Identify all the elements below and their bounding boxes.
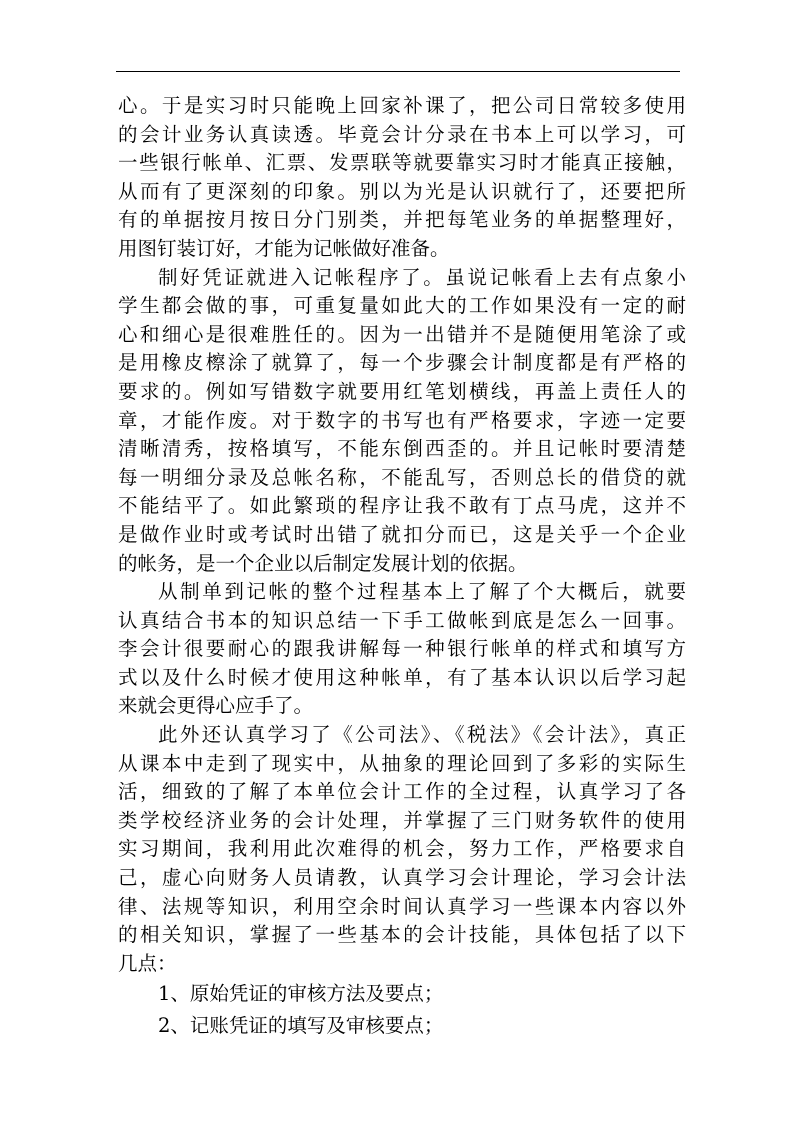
text-line: 制好凭证就进入记帐程序了。虽说记帐看上去有点象小 xyxy=(158,265,686,289)
text-line: 从制单到记帐的整个过程基本上了解了个大概后，就要 xyxy=(158,580,686,604)
text-line: 李会计很要耐心的跟我讲解每一种银行帐单的样式和填写方 xyxy=(118,637,686,661)
text-line: 类学校经济业务的会计处理，并掌握了三门财务软件的使用 xyxy=(118,808,686,832)
numbered-list xyxy=(118,978,686,1042)
list-item: 2、记账凭证的填写及审核要点； xyxy=(158,1014,444,1038)
text-line: 的相关知识，掌握了一些基本的会计技能，具体包括了以下 xyxy=(118,923,686,947)
header-rule xyxy=(116,71,680,72)
paragraph-1 xyxy=(118,92,686,264)
text-line: 心和细心是很难胜任的。因为一出错并不是随便用笔涂了或 xyxy=(118,322,686,346)
text-line: 用图钉装订好，才能为记帐做好准备。 xyxy=(118,236,450,260)
text-line: 学生都会做的事，可重复量如此大的工作如果没有一定的耐 xyxy=(118,294,686,318)
text-line: 一些银行帐单、汇票、发票联等就要靠实习时才能真正接触， xyxy=(118,151,686,175)
text-line: 是用橡皮檫涂了就算了，每一个步骤会计制度都是有严格的 xyxy=(118,351,686,375)
text-line: 认真结合书本的知识总结一下手工做帐到底是怎么一回事。 xyxy=(118,608,686,632)
paragraph-4 xyxy=(118,721,686,978)
text-line: 从而有了更深刻的印象。别以为光是认识就行了，还要把所 xyxy=(118,179,686,203)
text-line: 的会计业务认真读透。毕竟会计分录在书本上可以学习，可 xyxy=(118,122,686,146)
text-line: 己，虚心向财务人员请教，认真学习会计理论，学习会计法 xyxy=(118,866,686,890)
text-line: 的帐务，是一个企业以后制定发展计划的依据。 xyxy=(118,551,528,575)
text-line: 律、法规等知识，利用空余时间认真学习一些课本内容以外 xyxy=(118,894,686,918)
text-line: 从课本中走到了现实中，从抽象的理论回到了多彩的实际生 xyxy=(118,751,686,775)
text-line: 心。于是实习时只能晚上回家补课了，把公司日常较多使用 xyxy=(118,94,686,117)
body-text xyxy=(118,92,686,1042)
text-line: 式以及什么时候才使用这种帐单，有了基本认识以后学习起 xyxy=(118,665,686,689)
text-line: 实习期间，我利用此次难得的机会，努力工作，严格要求自 xyxy=(118,837,686,861)
paragraph-2 xyxy=(118,264,686,579)
text-line: 是做作业时或考试时出错了就扣分而已，这是关乎一个企业 xyxy=(118,522,686,546)
text-line: 不能结平了。如此繁琐的程序让我不敢有丁点马虎，这并不 xyxy=(118,494,686,518)
text-line: 来就会更得心应手了。 xyxy=(118,694,314,718)
text-line: 每一明细分录及总帐名称，不能乱写，否则总长的借贷的就 xyxy=(118,465,686,489)
text-line: 活，细致的了解了本单位会计工作的全过程，认真学习了各 xyxy=(118,780,686,804)
text-line: 要求的。例如写错数字就要用红笔划横线，再盖上责任人的 xyxy=(118,379,686,403)
paragraph-3 xyxy=(118,578,686,721)
list-item: 1、原始凭证的审核方法及要点； xyxy=(158,982,444,1006)
text-line: 清晰清秀，按格填写，不能东倒西歪的。并且记帐时要清楚 xyxy=(118,437,686,461)
text-line: 章，才能作废。对于数字的书写也有严格要求，字迹一定要 xyxy=(118,408,686,432)
text-line: 有的单据按月按日分门别类，并把每笔业务的单据整理好， xyxy=(118,208,686,232)
text-line: 此外还认真学习了《公司法》、《税法》《会计法》，真正 xyxy=(158,723,686,747)
text-line: 几点： xyxy=(118,951,177,975)
